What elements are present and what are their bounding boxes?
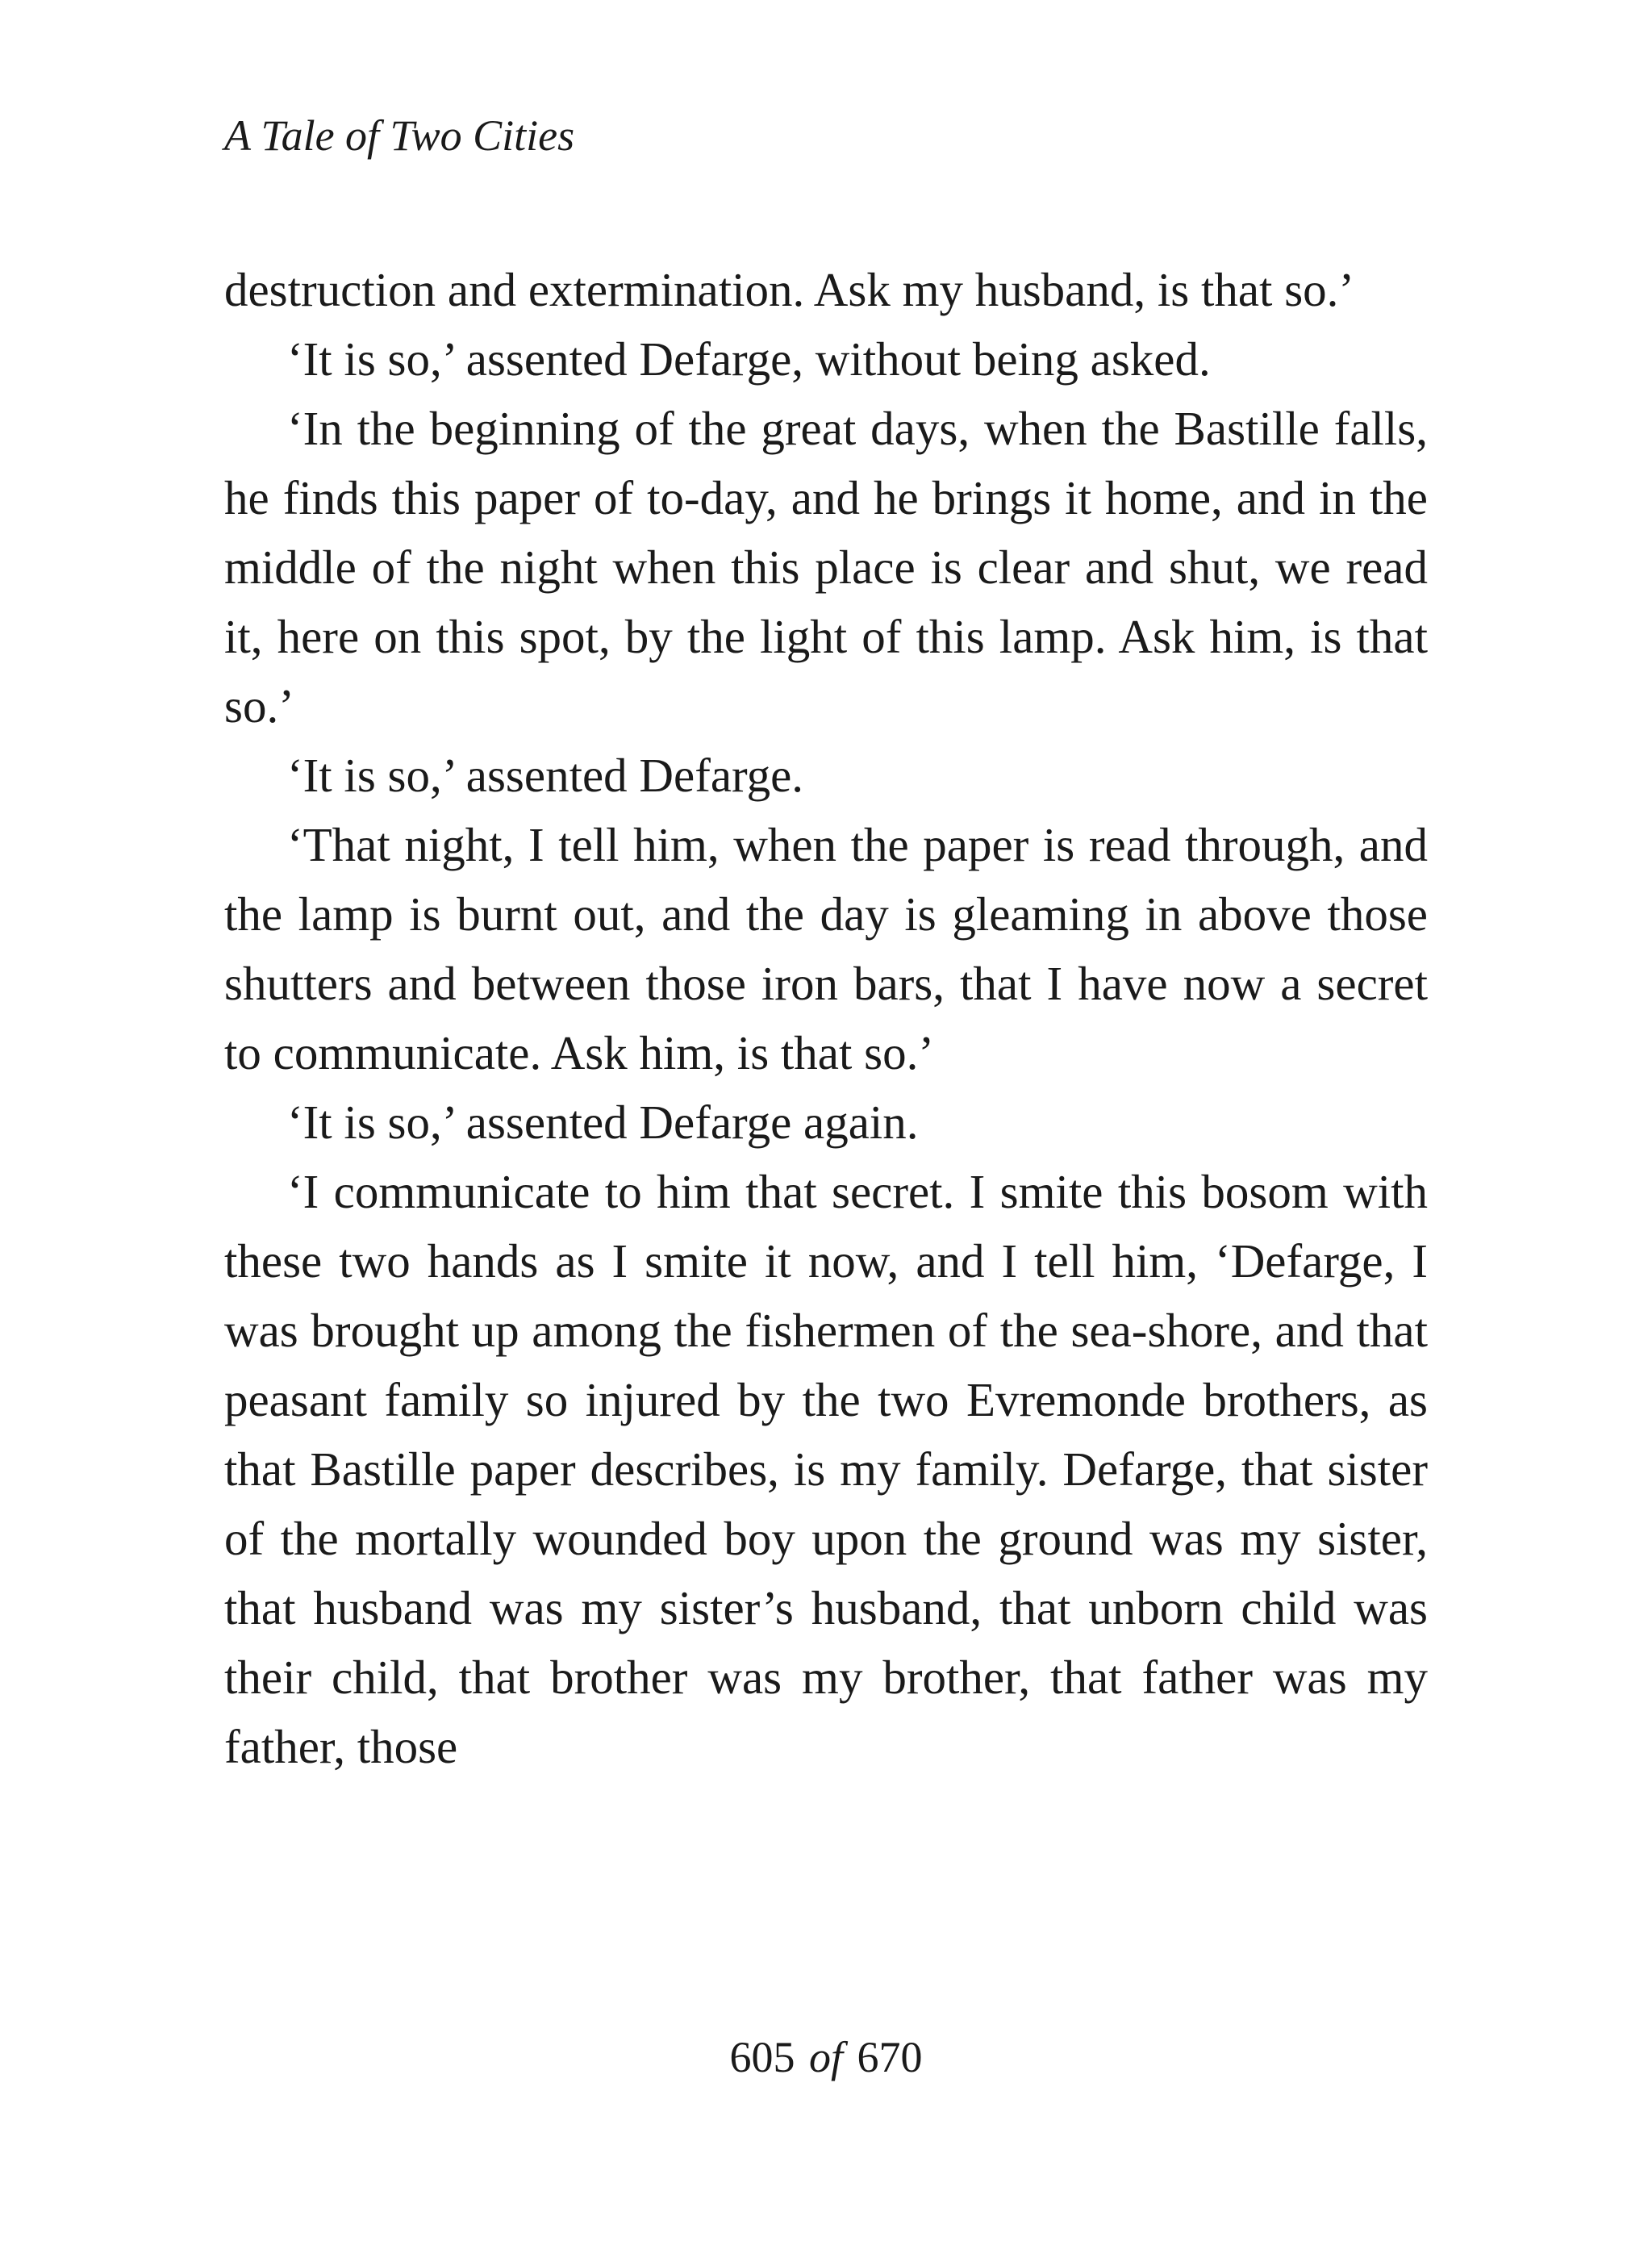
paragraph: ‘It is so,’ assented Defarge. <box>287 749 804 802</box>
paragraph: ‘In the beginning of the great days, when the Bastille falls, he finds this paper of to-day, and he brings it home, and in the middle of the night when this place is clear and shut, we read it, here on this spot, by the light of this lamp. Ask him, is that so.’ <box>224 402 1428 733</box>
current-page-number: 605 <box>729 2033 795 2081</box>
paragraph: destruction and extermination. Ask my husband, is that so.’ <box>224 263 1355 316</box>
paragraph: ‘It is so,’ assented Defarge, without being asked. <box>287 332 1211 386</box>
page-number <box>0 2025 1652 2089</box>
paragraph: ‘It is so,’ assented Defarge again. <box>287 1096 919 1149</box>
page-number-separator: of <box>808 2033 843 2081</box>
total-pages-number: 670 <box>857 2033 923 2081</box>
running-title: A Tale of Two Cities <box>224 111 575 160</box>
page-body <box>224 255 1428 1781</box>
paragraph: ‘I communicate to him that secret. I smite this bosom with these two hands as I smite it now, and I tell him, ‘Defarge, I was brought up among the fishermen of the sea-shore, and that peasant family so injured by the two Evremonde brothers, as that Bastille paper describes, is my family. Defarge, that sister of the mortally wounded boy upon the ground was my sister, that husband was my sister’s husband, that unborn child was their child, that brother was my brother, that father was my father, those <box>224 1165 1428 1773</box>
paragraph: ‘That night, I tell him, when the paper is read through, and the lamp is burnt out, and the day is gleaming in above those shutters and between those iron bars, that I have now a secret to communicate. Ask him, is that so.’ <box>224 818 1428 1079</box>
